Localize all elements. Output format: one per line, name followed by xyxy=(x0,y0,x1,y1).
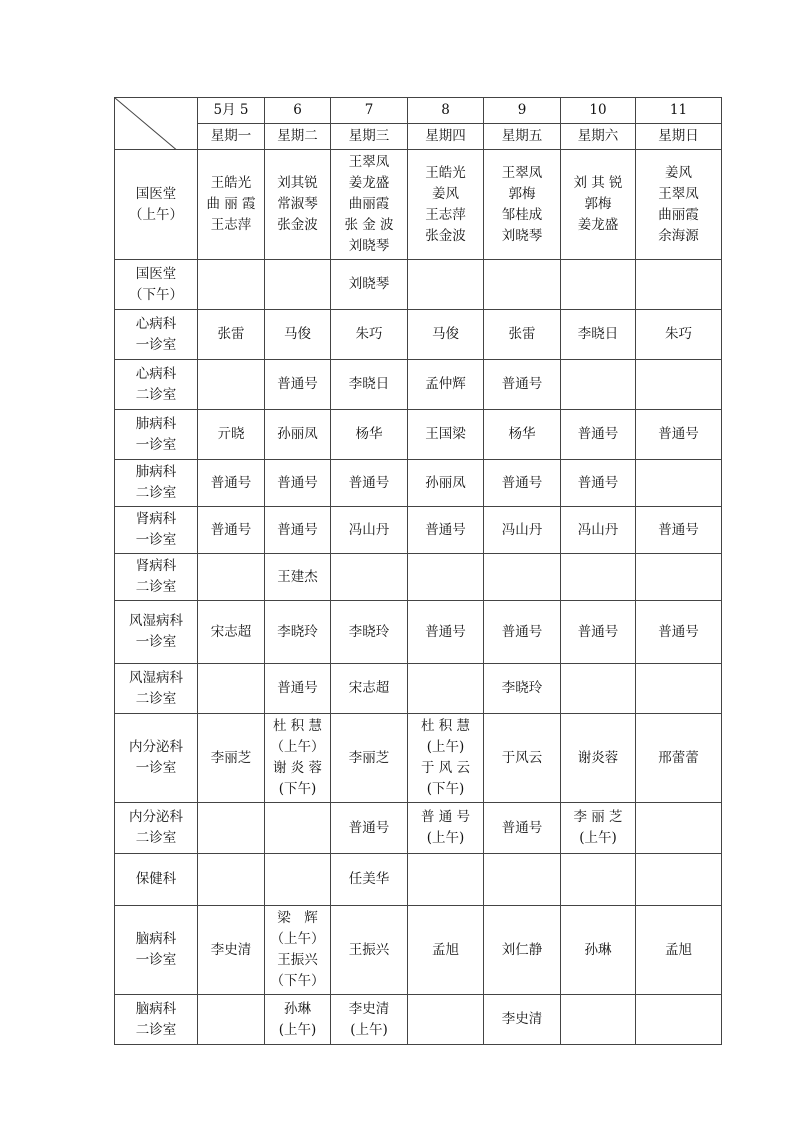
doctor-cell: 普通号 xyxy=(561,601,636,664)
doctor-cell: 普通号 xyxy=(198,507,265,554)
date-cell: 8 xyxy=(408,98,484,124)
doctor-cell: 宋志超 xyxy=(331,664,408,714)
doctor-cell xyxy=(636,360,722,410)
doctor-cell xyxy=(636,260,722,310)
date-cell: 9 xyxy=(484,98,561,124)
doctor-cell xyxy=(198,260,265,310)
doctor-cell xyxy=(198,995,265,1045)
doctor-cell: 杨华 xyxy=(484,410,561,460)
schedule-row xyxy=(115,507,722,554)
weekday-cell: 星期四 xyxy=(408,124,484,150)
doctor-cell xyxy=(408,260,484,310)
schedule-row xyxy=(115,150,722,260)
doctor-cell: 于风云 xyxy=(484,714,561,803)
department-cell: 肾病科 一诊室 xyxy=(115,507,198,554)
department-cell: 脑病科 一诊室 xyxy=(115,906,198,995)
schedule-row xyxy=(115,554,722,601)
doctor-cell xyxy=(636,995,722,1045)
department-cell: 风湿病科 二诊室 xyxy=(115,664,198,714)
date-cell: 6 xyxy=(265,98,331,124)
doctor-cell xyxy=(265,803,331,854)
doctor-cell: 冯山丹 xyxy=(331,507,408,554)
schedule-row xyxy=(115,410,722,460)
doctor-cell xyxy=(408,664,484,714)
schedule-row xyxy=(115,601,722,664)
doctor-cell xyxy=(561,360,636,410)
doctor-cell: 孙丽凤 xyxy=(408,460,484,507)
department-cell: 肾病科 二诊室 xyxy=(115,554,198,601)
doctor-cell: 普通号 xyxy=(265,507,331,554)
schedule-row xyxy=(115,460,722,507)
weekday-cell: 星期一 xyxy=(198,124,265,150)
doctor-cell xyxy=(561,260,636,310)
doctor-cell xyxy=(408,554,484,601)
date-cell: 7 xyxy=(331,98,408,124)
doctor-cell xyxy=(636,554,722,601)
doctor-cell: 孟旭 xyxy=(636,906,722,995)
schedule-row xyxy=(115,906,722,995)
doctor-cell: 孙琳 (上午) xyxy=(265,995,331,1045)
department-cell: 内分泌科 一诊室 xyxy=(115,714,198,803)
department-cell: 肺病科 一诊室 xyxy=(115,410,198,460)
doctor-cell: 李史清 (上午) xyxy=(331,995,408,1045)
doctor-cell: 王建杰 xyxy=(265,554,331,601)
doctor-cell: 谢炎蓉 xyxy=(561,714,636,803)
doctor-cell: 普通号 xyxy=(265,460,331,507)
doctor-cell: 任美华 xyxy=(331,854,408,906)
doctor-cell: 刘 其 锐 郭梅 姜龙盛 xyxy=(561,150,636,260)
doctor-cell xyxy=(636,664,722,714)
doctor-cell: 普通号 xyxy=(561,410,636,460)
doctor-cell: 普通号 xyxy=(484,803,561,854)
doctor-cell: 亓晓 xyxy=(198,410,265,460)
doctor-cell xyxy=(265,260,331,310)
doctor-cell: 普通号 xyxy=(408,507,484,554)
diagonal-divider xyxy=(115,98,198,150)
schedule-row xyxy=(115,310,722,360)
schedule-body xyxy=(115,98,722,1045)
doctor-cell xyxy=(561,664,636,714)
department-cell: 脑病科 二诊室 xyxy=(115,995,198,1045)
schedule-row xyxy=(115,803,722,854)
doctor-cell xyxy=(331,554,408,601)
doctor-cell: 梁 辉 （上午） 王振兴 （下午） xyxy=(265,906,331,995)
doctor-cell: 朱巧 xyxy=(636,310,722,360)
department-cell: 心病科 二诊室 xyxy=(115,360,198,410)
doctor-cell: 普通号 xyxy=(636,601,722,664)
schedule-row xyxy=(115,260,722,310)
doctor-cell: 普通号 xyxy=(265,360,331,410)
doctor-cell xyxy=(198,854,265,906)
weekday-cell: 星期日 xyxy=(636,124,722,150)
doctor-cell: 李史清 xyxy=(484,995,561,1045)
doctor-cell: 普通号 xyxy=(561,460,636,507)
doctor-cell: 李晓玲 xyxy=(331,601,408,664)
doctor-cell xyxy=(198,664,265,714)
doctor-cell: 王翠凤 姜龙盛 曲丽霞 张 金 波 刘晓琴 xyxy=(331,150,408,260)
doctor-cell: 普通号 xyxy=(265,664,331,714)
doctor-cell: 张雷 xyxy=(484,310,561,360)
corner-cell xyxy=(115,98,198,150)
doctor-cell: 孙丽凤 xyxy=(265,410,331,460)
doctor-cell: 李晓日 xyxy=(331,360,408,410)
doctor-cell: 姜风 王翠凤 曲丽霞 余海源 xyxy=(636,150,722,260)
doctor-cell: 普通号 xyxy=(484,460,561,507)
doctor-cell: 普通号 xyxy=(636,410,722,460)
doctor-cell: 普通号 xyxy=(636,507,722,554)
doctor-cell: 王皓光 姜风 王志萍 张金波 xyxy=(408,150,484,260)
date-header-row xyxy=(115,98,722,124)
doctor-cell: 李晓玲 xyxy=(484,664,561,714)
schedule-row xyxy=(115,664,722,714)
doctor-cell: 王振兴 xyxy=(331,906,408,995)
weekday-cell: 星期六 xyxy=(561,124,636,150)
doctor-cell: 普通号 xyxy=(331,460,408,507)
doctor-cell: 普 通 号 (上午) xyxy=(408,803,484,854)
department-cell: 风湿病科 一诊室 xyxy=(115,601,198,664)
doctor-cell: 普通号 xyxy=(484,360,561,410)
doctor-cell: 杜 积 慧 （上午） 谢 炎 蓉 (下午) xyxy=(265,714,331,803)
doctor-cell xyxy=(484,854,561,906)
doctor-cell: 普通号 xyxy=(408,601,484,664)
department-cell: 肺病科 二诊室 xyxy=(115,460,198,507)
doctor-cell xyxy=(198,360,265,410)
schedule-row xyxy=(115,714,722,803)
department-cell: 保健科 xyxy=(115,854,198,906)
doctor-cell: 李晓玲 xyxy=(265,601,331,664)
weekday-cell: 星期三 xyxy=(331,124,408,150)
doctor-cell xyxy=(408,995,484,1045)
doctor-cell: 王国梁 xyxy=(408,410,484,460)
date-cell: 5月 5 xyxy=(198,98,265,124)
duty-schedule-table xyxy=(114,97,722,1045)
doctor-cell: 冯山丹 xyxy=(484,507,561,554)
weekday-header-row xyxy=(115,124,722,150)
weekday-cell: 星期五 xyxy=(484,124,561,150)
doctor-cell: 王皓光 曲 丽 霞 王志萍 xyxy=(198,150,265,260)
doctor-cell xyxy=(636,854,722,906)
doctor-cell: 冯山丹 xyxy=(561,507,636,554)
date-cell: 10 xyxy=(561,98,636,124)
doctor-cell: 孟仲辉 xyxy=(408,360,484,410)
doctor-cell: 李史清 xyxy=(198,906,265,995)
doctor-cell xyxy=(636,803,722,854)
doctor-cell xyxy=(408,854,484,906)
doctor-cell: 刘其锐 常淑琴 张金波 xyxy=(265,150,331,260)
schedule-row xyxy=(115,995,722,1045)
schedule-row xyxy=(115,854,722,906)
doctor-cell: 孙琳 xyxy=(561,906,636,995)
doctor-cell: 马俊 xyxy=(408,310,484,360)
doctor-cell: 普通号 xyxy=(484,601,561,664)
doctor-cell xyxy=(484,554,561,601)
doctor-cell: 李丽芝 xyxy=(198,714,265,803)
doctor-cell: 孟旭 xyxy=(408,906,484,995)
doctor-cell: 普通号 xyxy=(331,803,408,854)
doctor-cell: 李丽芝 xyxy=(331,714,408,803)
doctor-cell: 王翠凤 郭梅 邹桂成 刘晓琴 xyxy=(484,150,561,260)
department-cell: 国医堂 （下午） xyxy=(115,260,198,310)
doctor-cell xyxy=(561,554,636,601)
doctor-cell xyxy=(198,803,265,854)
schedule-row xyxy=(115,360,722,410)
weekday-cell: 星期二 xyxy=(265,124,331,150)
doctor-cell: 朱巧 xyxy=(331,310,408,360)
doctor-cell: 邢蕾蕾 xyxy=(636,714,722,803)
doctor-cell: 刘仁静 xyxy=(484,906,561,995)
doctor-cell: 普通号 xyxy=(198,460,265,507)
date-cell: 11 xyxy=(636,98,722,124)
doctor-cell: 杨华 xyxy=(331,410,408,460)
department-cell: 心病科 一诊室 xyxy=(115,310,198,360)
doctor-cell: 李晓日 xyxy=(561,310,636,360)
doctor-cell: 马俊 xyxy=(265,310,331,360)
department-cell: 国医堂 （上午） xyxy=(115,150,198,260)
doctor-cell xyxy=(198,554,265,601)
doctor-cell: 刘晓琴 xyxy=(331,260,408,310)
doctor-cell: 宋志超 xyxy=(198,601,265,664)
doctor-cell: 张雷 xyxy=(198,310,265,360)
doctor-cell xyxy=(636,460,722,507)
doctor-cell: 李 丽 芝 (上午) xyxy=(561,803,636,854)
doctor-cell xyxy=(265,854,331,906)
doctor-cell xyxy=(561,854,636,906)
doctor-cell xyxy=(484,260,561,310)
department-cell: 内分泌科 二诊室 xyxy=(115,803,198,854)
doctor-cell xyxy=(561,995,636,1045)
doctor-cell: 杜 积 慧 (上午) 于 风 云 (下午) xyxy=(408,714,484,803)
